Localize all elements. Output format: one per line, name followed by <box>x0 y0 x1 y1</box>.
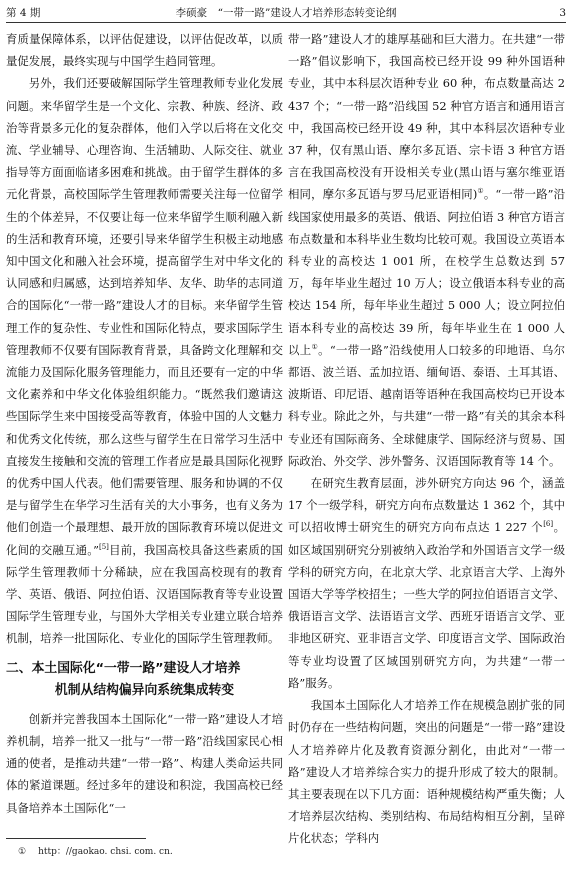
paragraph-text: 带一路”建设人才的雄厚基础和巨大潜力。在共建“一带一路”倡议影响下，我国高校已经开设 99 种外国语种专业，其中本科层次语种专业 60 种，布点数量高达 2 437 个；“一带一路”沿线国 52 种官方语言和通用语言中，我国高校已经开设 49 种，其中本科层次语种专业 37 种，仅有黑山语、摩尔多瓦语、宗卡语 3 种官方语言在我国高校没有开设相关专业(黑山语与塞尔维亚语相同，摩尔多瓦语与罗马尼亚语相同) <box>288 32 565 202</box>
footnote-url[interactable]: http：//gaokao. chsi. com. cn. <box>38 847 173 857</box>
paragraph: 育质量保障体系，以评估促建设，以评估促改革，以质量促发展，最终实现与中国学生趋同管理。 <box>6 32 283 69</box>
paragraph-text: 另外，我们还要破解国际学生管理教师专业化发展问题。来华留学生是一个文化、宗教、种族、经济、政治等背景多元化的复杂群体，他们入学以后将在文化交流、学业辅导、心理咨询、生活辅助、人际交往、就业指导等方面面临诸多困难和挑战。由于留学生群体的多元化背景，高校国际学生管理教师需要关注每一位留学生的个体差异，不仅要让每一位来华留学生顺利融入新的生活和教育环境，还要引导来华留学生积极主动地感知中国文化和融入社会环境，提高留学生对中华文化的认同感和归属感，达到培养知华、友华、助华的志同道合的国际化“一带一路”建设人才的目标。来华留学生管理工作的复杂性、专业性和国际化特点，要求国际学生管理教师不仅要有国际教育背景，具备跨文化理解和交流能力及国际化服务管理能力，而且还要有一定的中华文化素养和中华文化体验组织能力。“既然我们邀请这些国际学生来中国接受高等教育，体验中国的人文魅力和优秀文化传统，那么这些与留学生在日常学习生活中直接发生接触和交流的管理工作者应是最具国际化视野的优秀中国人代表。他们需要管理、服务和协调的不仅是与留学生在华学习生活有关的大小事务，也有义务为他们创造一个最理想、最开放的国际教育环境以促进文化间的交融互通。” <box>6 76 283 557</box>
section-heading-line: 二、本土国际化“一带一路”建设人才培养 <box>6 660 241 676</box>
running-title: 李硕豪 “一带一路”建设人才培养形态转变论纲 <box>175 7 397 19</box>
page-number: 3 <box>559 7 566 19</box>
footnote <box>18 846 173 858</box>
paragraph-text: 。如区域国别研究分别被纳入政治学和外国语言文学一级学科的研究方向，在北京大学、北京语言大学、上海外国语大学等学校招生；一些大学的阿拉伯语语言文学、俄语语言文学、法语语言文学、西班牙语语言文学、亚非地区研究、亚非语言文学、印度语言文学、国际政治等专业均设置了区域国别研究方向，为共建“一带一路”服务。 <box>288 520 565 690</box>
section-heading-line: 机制从结构偏异向系统集成转变 <box>54 682 235 698</box>
footnote-divider <box>6 838 146 839</box>
running-header <box>6 4 566 23</box>
footnote-mark: ① <box>311 343 319 352</box>
paragraph-text: 在研究生教育层面，涉外研究方向达 96 个，涵盖 17 个一级学科，研究方向布点数量达 1 362 个，其中可以招收博士研究生的研究方向布点达 1 227 个 <box>288 476 565 535</box>
paragraph <box>288 472 565 694</box>
section-heading <box>6 658 283 702</box>
citation-mark: [5] <box>98 542 109 551</box>
paragraph-text: 。“一带一路”沿线使用人口较多的印地语、乌尔都语、波兰语、孟加拉语、缅甸语、泰语、土耳其语、波斯语、印尼语、越南语等语种在我国高校均已开设本科专业。除此之外，与共建“一带一路”有关的其余本科专业还有国际商务、全球健康学、国际经济与贸易、国际政治、外交学、涉外警务、汉语国际教育等 14 个。 <box>288 342 565 468</box>
paragraph <box>288 28 565 472</box>
paragraph <box>6 72 283 649</box>
citation-mark: [6] <box>543 520 554 529</box>
paragraph: 创新并完善我国本土国际化“一带一路”建设人才培养机制，培养一批又一批与“一带一路”沿线国家民心相通的使者，是推动共建“一带一路”、构建人类命运共同体的紧道课题。经过多年的建设和积淀，我国高校已经具备培养本土国际化“一 <box>6 711 283 815</box>
footnote-mark: ① <box>477 187 484 196</box>
footnote-number: ① <box>18 847 27 857</box>
right-column <box>288 28 565 848</box>
paragraph-text: 目前，我国高校具备这些素质的国际学生管理教师十分稀缺，应在我国高校现有的教育学、英语、俄语、阿拉伯语、汉语国际教育等专业设置国际学生管理专业，与国外大学相关专业建立联合培养机制，培养一批国际化、专业化的国际学生管理教师。 <box>6 542 283 646</box>
left-column <box>6 28 283 848</box>
issue-number: 第 4 期 <box>6 7 41 19</box>
paragraph-text: 。“一带一路”沿线国家使用最多的英语、俄语、阿拉伯语 3 种官方语言布点数量和本科毕业生数均比较可观。我国设立英语本科专业的高校达 1 001 所，在校学生总数达到 57 万，每年毕业生超过 10 万人；设立俄语本科专业的高校达 154 所，每年毕业生超过 5 000 人；设立阿拉伯语本科专业的高校达 39 所，每年毕业生在 1 000 人以上 <box>288 187 565 357</box>
paragraph: 我国本土国际化人才培养工作在规模急剧扩张的同时仍存在一些结构问题，突出的问题是“一带一路”建设人才培养碎片化及教育资源分割化，由此对“一带一路”建设人才培养综合实力的提升形成了较大的限制。其主要表现在以下几方面：语种规模结构严重失衡；人才培养层次结构、类别结构、布局结构相互分割，呈碎片化状态；学科内 <box>288 698 565 846</box>
